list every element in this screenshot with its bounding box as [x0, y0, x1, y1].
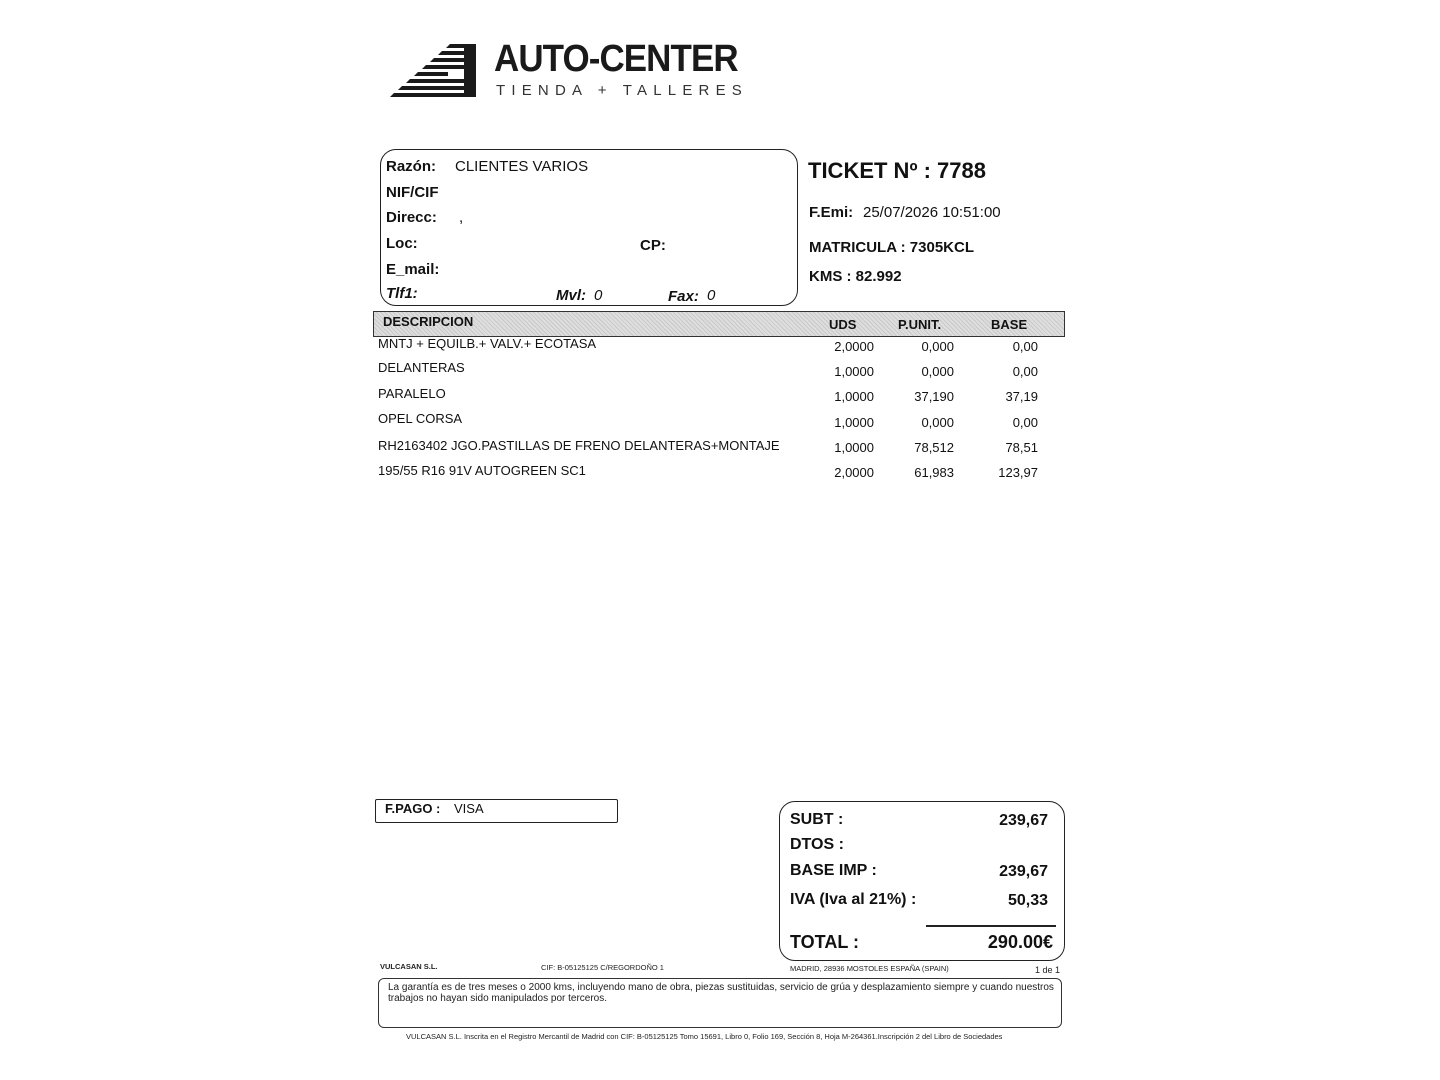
payment-value: VISA — [454, 801, 484, 816]
warranty-text: La garantía es de tres meses o 2000 kms, incluyendo mano de obra, piezas sustituidas, servicio de grúa y desplazamiento siempre y cuando nuestros trabajos no hayan sido manipulados por terceros. — [388, 982, 1054, 1004]
femi-label: F.Emi: — [809, 204, 854, 221]
table-header — [373, 311, 1065, 337]
brand-tagline: TIENDA + TALLERES — [496, 82, 748, 99]
row-punit: 0,000 — [921, 415, 954, 430]
iva-value: 50,33 — [1007, 892, 1048, 909]
table-row — [378, 360, 1048, 380]
row-punit: 61,983 — [914, 465, 954, 480]
row-punit: 0,000 — [921, 339, 954, 354]
row-uds: 1,0000 — [834, 364, 874, 379]
table-row — [378, 336, 1048, 356]
razon-value: CLIENTES VARIOS — [455, 158, 589, 175]
nif-label: NIF/CIF — [386, 184, 439, 201]
row-desc: MNTJ + EQUILB.+ VALV.+ ECOTASA — [378, 336, 597, 351]
th-base: BASE — [991, 317, 1028, 332]
row-desc: DELANTERAS — [378, 360, 465, 375]
row-base: 0,00 — [1012, 364, 1038, 379]
direcc-value: , — [459, 209, 464, 226]
kms: KMS : 82.992 — [809, 268, 902, 285]
fax-label: Fax: — [668, 288, 699, 305]
row-punit: 37,190 — [914, 389, 954, 404]
client-info-box — [380, 149, 798, 306]
mvl-value: 0 — [594, 287, 603, 304]
footer-address: MADRID, 28936 MOSTOLES ESPAÑA (SPAIN) — [790, 964, 949, 973]
row-base: 123,97 — [998, 465, 1038, 480]
row-base: 0,00 — [1012, 339, 1038, 354]
matricula: MATRICULA : 7305KCL — [809, 239, 975, 256]
total-label: TOTAL : — [790, 932, 859, 952]
th-punit: P.UNIT. — [898, 317, 942, 332]
row-uds: 2,0000 — [834, 339, 874, 354]
row-punit: 0,000 — [921, 364, 954, 379]
iva-label: IVA (Iva al 21%) : — [790, 891, 917, 908]
dtos-label: DTOS : — [790, 836, 844, 853]
cp-label: CP: — [640, 237, 666, 254]
row-uds: 1,0000 — [834, 415, 874, 430]
footer-cif: CIF: B-05125125 C/REGORDOÑO 1 — [541, 963, 664, 972]
auto-center-logo-mark — [388, 42, 488, 98]
footer-company: VULCASAN S.L. — [380, 962, 438, 971]
total-value: 290.00€ — [987, 932, 1053, 952]
femi-value: 25/07/2026 10:51:00 — [863, 204, 1001, 221]
row-desc: RH2163402 JGO.PASTILLAS DE FRENO DELANTERAS+MONTAJE — [378, 438, 780, 453]
table-row — [378, 463, 1048, 483]
razon-label: Razón: — [386, 158, 436, 175]
row-uds: 1,0000 — [834, 389, 874, 404]
row-base: 78,51 — [1005, 440, 1038, 455]
th-uds: UDS — [829, 317, 857, 332]
fax-value: 0 — [707, 287, 716, 304]
table-row — [378, 438, 1048, 458]
base-imp-value: 239,67 — [999, 863, 1048, 880]
table-row — [378, 386, 1048, 406]
row-uds: 1,0000 — [834, 440, 874, 455]
email-label: E_mail: — [386, 261, 440, 278]
row-base: 0,00 — [1012, 415, 1038, 430]
subt-value: 239,67 — [999, 812, 1048, 829]
row-desc: 195/55 R16 91V AUTOGREEN SC1 — [378, 463, 586, 478]
th-descripcion: DESCRIPCION — [383, 314, 474, 329]
row-uds: 2,0000 — [834, 465, 874, 480]
footer-page: 1 de 1 — [1035, 965, 1061, 975]
row-desc: PARALELO — [378, 386, 446, 401]
brand-name: AUTO-CENTER — [494, 38, 738, 80]
subt-label: SUBT : — [790, 811, 844, 828]
payment-label: F.PAGO : — [385, 801, 441, 816]
mvl-label: Mvl: — [556, 287, 586, 304]
loc-label: Loc: — [386, 235, 418, 252]
row-base: 37,19 — [1005, 389, 1038, 404]
ticket-number: TICKET Nº : 7788 — [808, 158, 986, 183]
row-punit: 78,512 — [914, 440, 954, 455]
tlf-label: Tlf1: — [386, 285, 418, 302]
row-desc: OPEL CORSA — [378, 411, 463, 426]
table-row — [378, 411, 1048, 431]
total-rule — [926, 925, 1056, 927]
footer-registry: VULCASAN S.L. Inscrita en el Registro Mercantil de Madrid con CIF: B-05125125 Tomo 15691, Libro 0, Folio 169, Sección 8, Hoja M-264361.Inscripción 2 del Libro de Sociedades — [406, 1032, 1003, 1041]
direcc-label: Direcc: — [386, 209, 437, 226]
base-imp-label: BASE IMP : — [790, 862, 877, 879]
